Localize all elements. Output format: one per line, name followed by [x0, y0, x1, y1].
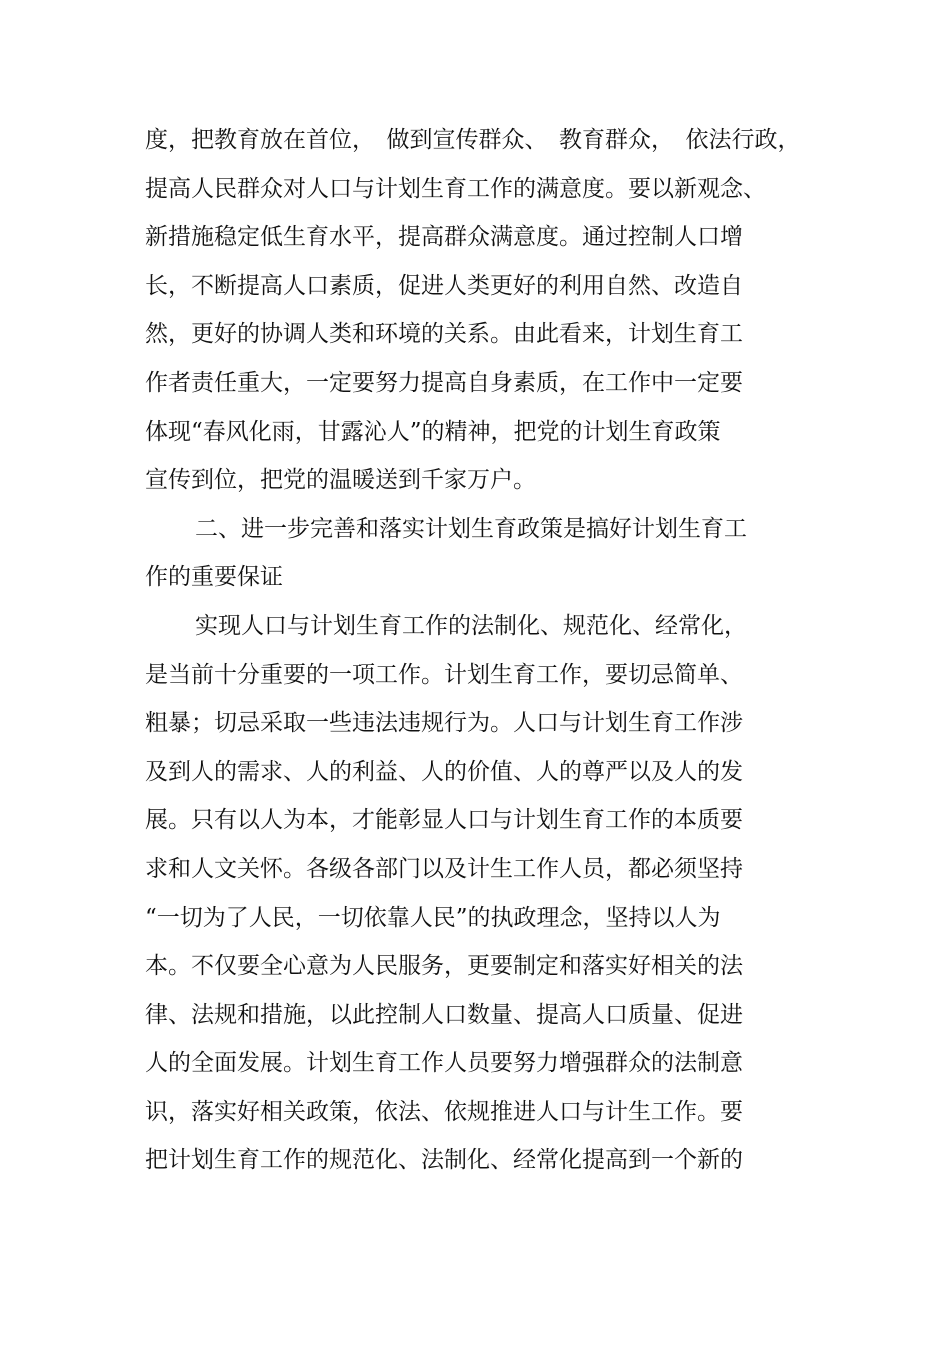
section-heading-line: 作的重要保证	[145, 564, 283, 591]
text-line: 作者责任重大，一定要努力提高自身素质，在工作中一定要	[145, 369, 743, 396]
text-line: 求和人文关怀。各级各部门以及计生工作人员，都必须坚持	[145, 855, 743, 882]
text-line: 然，更好的协调人类和环境的关系。由此看来，计划生育工	[145, 321, 743, 348]
text-line: 本。不仅要全心意为人民服务，更要制定和落实好相关的法	[145, 953, 743, 980]
text-line: “一切为了人民，一切依靠人民”的执政理念，坚持以人为	[145, 904, 721, 931]
text-line: 识，落实好相关政策，依法、依规推进人口与计生工作。要	[145, 1098, 743, 1125]
text-line: 把计划生育工作的规范化、法制化、经常化提高到一个新的	[145, 1147, 743, 1174]
text-line: 新措施稳定低生育水平，提高群众满意度。通过控制人口增	[145, 224, 743, 251]
text-line: 长，不断提高人口素质，促进人类更好的利用自然、改造自	[145, 272, 743, 299]
body-text	[145, 116, 801, 1185]
text-line: 提高人民群众对人口与计划生育工作的满意度。要以新观念、	[145, 175, 766, 202]
section-heading-line: 二、进一步完善和落实计划生育政策是搞好计划生育工	[195, 515, 747, 542]
text-line: 是当前十分重要的一项工作。计划生育工作，要切忌简单、	[145, 661, 743, 688]
text-line: 度，把教育放在首位， 做到宣传群众、 教育群众， 依法行政，	[145, 127, 801, 153]
text-line: 体现“春风化雨，甘露沁人”的精神，把党的计划生育政策	[145, 418, 721, 445]
text-line: 实现人口与计划生育工作的法制化、规范化、经常化，	[195, 612, 747, 639]
text-line: 及到人的需求、人的利益、人的价值、人的尊严以及人的发	[145, 758, 743, 785]
text-line: 展。只有以人为本，才能彰显人口与计划生育工作的本质要	[145, 807, 743, 834]
text-line: 律、法规和措施，以此控制人口数量、提高人口质量、促进	[145, 1001, 743, 1028]
text-line: 人的全面发展。计划生育工作人员要努力增强群众的法制意	[145, 1050, 743, 1077]
text-line: 宣传到位，把党的温暖送到千家万户。	[145, 467, 536, 494]
text-line: 粗暴；切忌采取一些违法违规行为。人口与计划生育工作涉	[145, 710, 743, 737]
